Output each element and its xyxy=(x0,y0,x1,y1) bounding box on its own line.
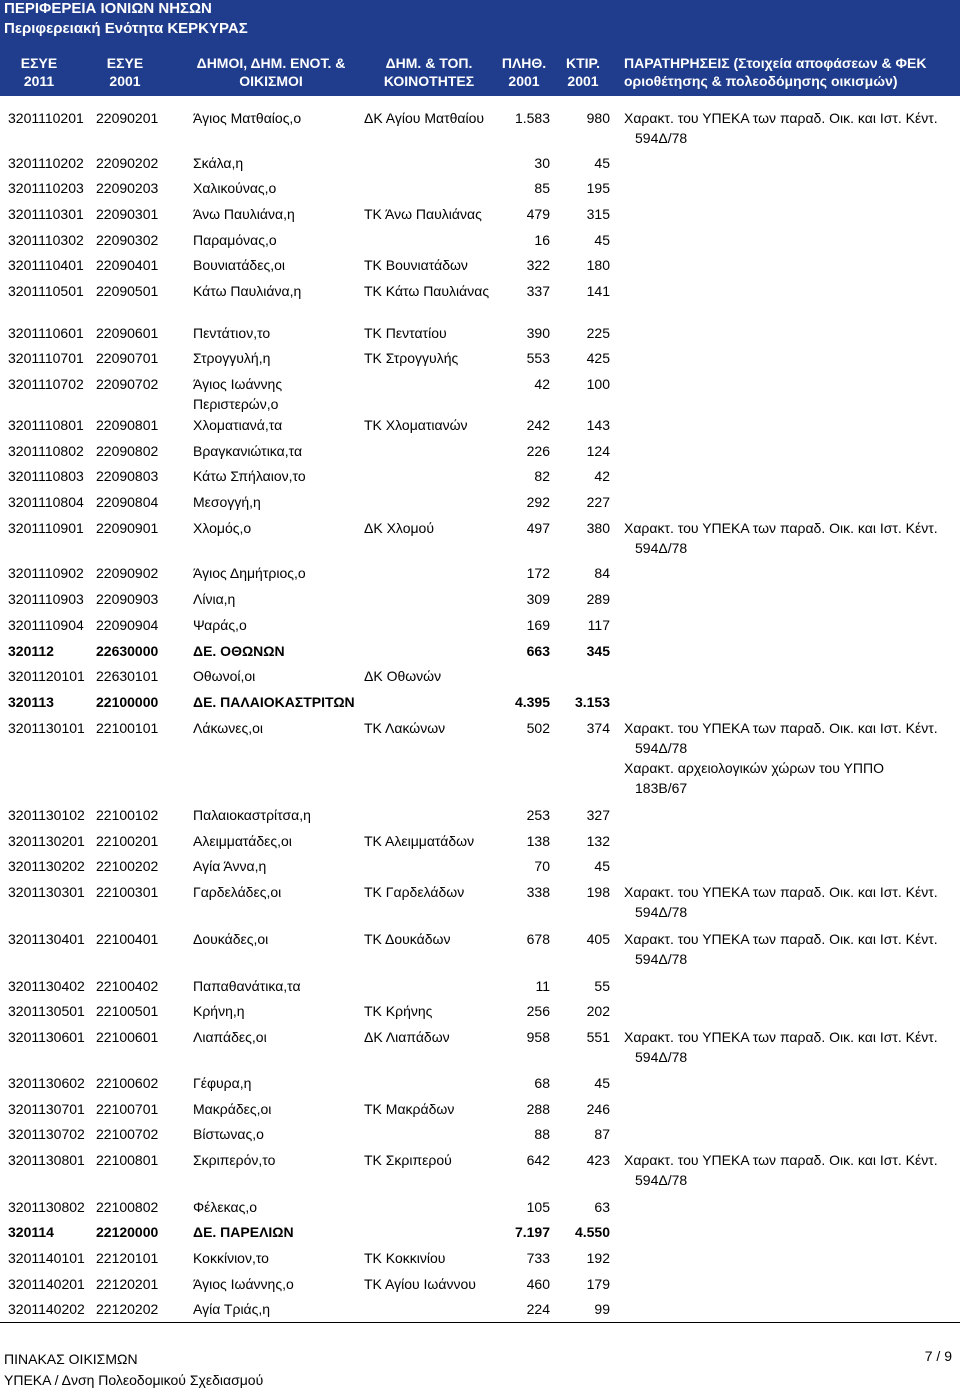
settlement-name: Μακράδες,οι xyxy=(193,1101,272,1117)
remark-fek-ref: 594Δ/78 xyxy=(635,740,688,756)
code-2001: 22090904 xyxy=(96,617,159,633)
population-value: 30 xyxy=(534,155,550,171)
remarks-cell xyxy=(624,518,954,558)
code-2011: 3201140101 xyxy=(8,1250,85,1266)
code-2001: 22090701 xyxy=(96,350,159,366)
code-2001: 22100202 xyxy=(96,858,159,874)
remarks-cell xyxy=(624,1027,954,1067)
buildings-value: 4.550 xyxy=(574,1224,610,1240)
code-2001: 22100101 xyxy=(96,720,159,736)
code-2001: 22120101 xyxy=(96,1250,159,1266)
settlement-name: Σκάλα,η xyxy=(193,155,244,171)
community-name: ΤΚ Χλοματιανών xyxy=(364,417,468,433)
code-2001: 22090804 xyxy=(96,494,159,510)
col-header-code-2001-l2: 2001 xyxy=(109,73,141,89)
col-header-code-2011-l2: 2011 xyxy=(23,73,55,89)
community-name: ΔΚ Οθωνών xyxy=(364,668,442,684)
code-2001: 22630101 xyxy=(96,668,159,684)
community-name: ΔΚ Αγίου Ματθαίου xyxy=(364,110,485,126)
buildings-value: 180 xyxy=(586,257,610,273)
remark-text: Χαρακτ. του ΥΠΕΚΑ των παραδ. Οικ. και Ιστ. Κέντ. xyxy=(624,110,938,126)
population-value: 68 xyxy=(534,1075,550,1091)
code-2001: 22090802 xyxy=(96,443,159,459)
code-2011: 3201110902 xyxy=(8,565,84,581)
code-2011: 3201130801 xyxy=(8,1152,85,1168)
code-2011: 3201110201 xyxy=(8,110,84,126)
settlement-name: Χλοματιανά,τα xyxy=(193,417,283,433)
col-header-code-2001-l1: ΕΣΥΕ xyxy=(106,55,144,71)
col-header-settlements-l1: ΔΗΜΟΙ, ΔΗΜ. ΕΝΟΤ. & xyxy=(196,55,346,71)
col-header-remarks-l2: οριοθέτησης & πολεοδόμησης οικισμών) xyxy=(624,73,898,89)
code-2001: 22100201 xyxy=(96,833,159,849)
remark-text: Χαρακτ. του ΥΠΕΚΑ των παραδ. Οικ. και Ιστ. Κέντ. xyxy=(624,884,938,900)
settlement-name: Χλομός,ο xyxy=(193,520,252,536)
code-2011: 3201130702 xyxy=(8,1126,85,1142)
population-value: 16 xyxy=(534,232,550,248)
remark-text: Χαρακτ. του ΥΠΕΚΑ των παραδ. Οικ. και Ιστ. Κέντ. xyxy=(624,720,938,736)
population-value: 7.197 xyxy=(514,1224,550,1240)
remarks-cell xyxy=(624,1150,954,1190)
community-name: ΤΚ Μακράδων xyxy=(364,1101,455,1117)
code-2001: 22090803 xyxy=(96,468,159,484)
code-2011: 3201110301 xyxy=(8,206,84,222)
community-name: ΤΚ Κάτω Παυλιάνας xyxy=(364,283,490,299)
remark-fek-ref: 594Δ/78 xyxy=(635,130,688,146)
settlement-name: Μεσογγή,η xyxy=(193,494,261,510)
settlement-name: Άνω Παυλιάνα,η xyxy=(193,206,295,222)
region-title: ΠΕΡΙΦΕΡΕΙΑ ΙΟΝΙΩΝ ΝΗΣΩΝ xyxy=(4,0,212,17)
buildings-value: 980 xyxy=(586,110,610,126)
remark-fek-ref: 594Δ/78 xyxy=(635,951,688,967)
remark-text: Χαρακτ. του ΥΠΕΚΑ των παραδ. Οικ. και Ιστ. Κέντ. xyxy=(624,1152,938,1168)
population-value: 242 xyxy=(526,417,550,433)
buildings-value: 132 xyxy=(586,833,610,849)
code-2011: 3201130501 xyxy=(8,1003,85,1019)
code-2011: 3201110401 xyxy=(8,257,84,273)
remark-text: Χαρακτ. του ΥΠΕΚΑ των παραδ. Οικ. και Ιστ. Κέντ. xyxy=(624,520,938,536)
population-value: 553 xyxy=(526,350,550,366)
population-value: 105 xyxy=(526,1199,550,1215)
population-value: 82 xyxy=(534,468,550,484)
buildings-value: 179 xyxy=(586,1276,610,1292)
code-2001: 22090801 xyxy=(96,417,159,433)
code-2001: 22100000 xyxy=(96,694,159,710)
remarks-cell xyxy=(624,718,954,798)
code-2001: 22090301 xyxy=(96,206,159,222)
population-value: 253 xyxy=(526,807,550,823)
code-2001: 22090201 xyxy=(96,110,159,126)
col-header-buildings-l2: 2001 xyxy=(567,73,599,89)
code-2001: 22090902 xyxy=(96,565,159,581)
settlement-name: Κρήνη,η xyxy=(193,1003,245,1019)
code-2011: 3201110803 xyxy=(8,468,84,484)
population-value: 138 xyxy=(526,833,550,849)
buildings-value: 198 xyxy=(586,884,610,900)
code-2011: 3201130802 xyxy=(8,1199,85,1215)
code-2001: 22090601 xyxy=(96,325,159,341)
buildings-value: 87 xyxy=(594,1126,610,1142)
settlement-name: Λάκωνες,οι xyxy=(193,720,263,736)
buildings-value: 124 xyxy=(586,443,610,459)
population-value: 338 xyxy=(526,884,550,900)
code-2011: 3201110801 xyxy=(8,417,84,433)
settlement-name: Φέλεκας,ο xyxy=(193,1199,257,1215)
population-value: 663 xyxy=(526,643,550,659)
code-2001: 22100801 xyxy=(96,1152,159,1168)
settlement-name: Παλαιοκαστρίτσα,η xyxy=(193,807,311,823)
population-value: 502 xyxy=(526,720,550,736)
buildings-value: 327 xyxy=(586,807,610,823)
community-name: ΤΚ Κρήνης xyxy=(364,1003,433,1019)
buildings-value: 100 xyxy=(586,376,610,392)
population-value: 226 xyxy=(526,443,550,459)
buildings-value: 380 xyxy=(586,520,610,536)
population-value: 256 xyxy=(526,1003,550,1019)
code-2011: 3201130601 xyxy=(8,1029,85,1045)
prefecture-subtitle: Περιφερειακή Ενότητα ΚΕΡΚΥΡΑΣ xyxy=(4,20,248,37)
population-value: 309 xyxy=(526,591,550,607)
buildings-value: 425 xyxy=(586,350,610,366)
settlement-name: Στρογγυλή,η xyxy=(193,350,271,366)
code-2011: 3201110702 xyxy=(8,376,84,392)
buildings-value: 202 xyxy=(586,1003,610,1019)
population-value: 224 xyxy=(526,1301,550,1317)
buildings-value: 42 xyxy=(594,468,610,484)
population-value: 337 xyxy=(526,283,550,299)
population-value: 11 xyxy=(535,978,550,994)
remark-fek-ref: 594Δ/78 xyxy=(635,1172,688,1188)
community-name: ΤΚ Λακώνων xyxy=(364,720,446,736)
community-name: ΤΚ Άνω Παυλιάνας xyxy=(364,206,482,222)
buildings-value: 374 xyxy=(586,720,610,736)
settlement-name: Βραγκανιώτικα,τα xyxy=(193,443,303,459)
code-2001: 22630000 xyxy=(96,643,159,659)
community-name: ΤΚ Δουκάδων xyxy=(364,931,451,947)
buildings-value: 117 xyxy=(587,617,610,633)
code-2011: 3201110901 xyxy=(8,520,84,536)
col-header-population-l2: 2001 xyxy=(508,73,540,89)
code-2011: 3201130401 xyxy=(8,931,85,947)
remark-fek-ref: 594Δ/78 xyxy=(635,904,688,920)
buildings-value: 45 xyxy=(594,1075,610,1091)
code-2011: 3201110701 xyxy=(8,350,84,366)
code-2011: 3201130402 xyxy=(8,978,85,994)
settlement-name: Λιαπάδες,οι xyxy=(193,1029,267,1045)
remark-text: Χαρακτ. αρχειολογικών χώρων του ΥΠΠΟ xyxy=(624,760,884,776)
buildings-value: 315 xyxy=(586,206,610,222)
code-2001: 22090903 xyxy=(96,591,159,607)
settlement-name: Γέφυρα,η xyxy=(193,1075,252,1091)
remark-fek-ref: 183Β/67 xyxy=(635,780,688,796)
col-header-buildings-l1: ΚΤΙΡ. xyxy=(566,55,600,71)
population-value: 642 xyxy=(526,1152,550,1168)
settlement-name: Αγία Άννα,η xyxy=(193,858,267,874)
col-header-code-2011-l1: ΕΣΥΕ xyxy=(20,55,58,71)
code-2011: 3201110203 xyxy=(8,180,84,196)
population-value: 733 xyxy=(526,1250,550,1266)
remark-fek-ref: 594Δ/78 xyxy=(635,540,688,556)
code-2001: 22090203 xyxy=(96,180,159,196)
code-2001: 22100501 xyxy=(96,1003,159,1019)
buildings-value: 141 xyxy=(586,283,610,299)
code-2011: 3201110804 xyxy=(8,494,84,510)
buildings-value: 345 xyxy=(586,643,610,659)
remarks-cell xyxy=(624,108,954,148)
community-name: ΤΚ Κοκκινίου xyxy=(364,1250,446,1266)
code-2001: 22100602 xyxy=(96,1075,159,1091)
buildings-value: 227 xyxy=(586,494,610,510)
col-header-settlements-l2: ΟΙΚΙΣΜΟΙ xyxy=(239,73,303,89)
settlement-name: ΔΕ. ΠΑΛΑΙΟΚΑΣΤΡΙΤΩΝ xyxy=(193,694,355,710)
code-2011: 320112 xyxy=(8,643,54,659)
code-2001: 22100702 xyxy=(96,1126,159,1142)
code-2001: 22090302 xyxy=(96,232,159,248)
col-header-communities-l2: ΚΟΙΝΟΤΗΤΕΣ xyxy=(383,73,475,89)
code-2011: 320114 xyxy=(8,1224,54,1240)
settlement-name: Αγία Τριάς,η xyxy=(193,1301,271,1317)
community-name: ΔΚ Λιαπάδων xyxy=(364,1029,450,1045)
settlement-name: Σκριπερόν,το xyxy=(193,1152,276,1168)
settlement-name: Άγιος Ιωάννης Περιστερών,ο xyxy=(193,376,283,412)
buildings-value: 423 xyxy=(586,1152,610,1168)
population-value: 1.583 xyxy=(514,110,550,126)
code-2001: 22120201 xyxy=(96,1276,159,1292)
settlement-name: Βίστωνας,ο xyxy=(193,1126,264,1142)
code-2001: 22100601 xyxy=(96,1029,159,1045)
code-2011: 3201130602 xyxy=(8,1075,85,1091)
settlement-name: Άγιος Ιωάννης,ο xyxy=(193,1276,294,1292)
code-2001: 22100102 xyxy=(96,807,159,823)
code-2001: 22090401 xyxy=(96,257,159,273)
settlement-name: Δουκάδες,οι xyxy=(193,931,269,947)
population-value: 678 xyxy=(526,931,550,947)
code-2001: 22100402 xyxy=(96,978,159,994)
buildings-value: 45 xyxy=(594,858,610,874)
code-2001: 22090702 xyxy=(96,376,159,392)
code-2001: 22100701 xyxy=(96,1101,159,1117)
settlement-name: Οθωνοί,οι xyxy=(193,668,256,684)
settlement-name: Άγιος Ματθαίος,ο xyxy=(193,110,302,126)
settlement-name: Βουνιατάδες,οι xyxy=(193,257,285,273)
population-value: 42 xyxy=(534,376,550,392)
population-value: 479 xyxy=(526,206,550,222)
buildings-value: 84 xyxy=(594,565,610,581)
population-value: 4.395 xyxy=(514,694,550,710)
code-2001: 22120000 xyxy=(96,1224,159,1240)
settlement-name: Παραμόνας,ο xyxy=(193,232,277,248)
settlement-name: Άγιος Δημήτριος,ο xyxy=(193,565,306,581)
community-name: ΤΚ Αλειμματάδων xyxy=(364,833,475,849)
buildings-value: 551 xyxy=(586,1029,610,1045)
settlement-name: Ψαράς,ο xyxy=(193,617,247,633)
population-value: 460 xyxy=(526,1276,550,1292)
community-name: ΤΚ Αγίου Ιωάννου xyxy=(364,1276,476,1292)
buildings-value: 405 xyxy=(586,931,610,947)
population-value: 497 xyxy=(526,520,550,536)
remarks-cell xyxy=(624,882,954,922)
community-name: ΤΚ Γαρδελάδων xyxy=(364,884,465,900)
code-2011: 320113 xyxy=(8,694,54,710)
code-2011: 3201130701 xyxy=(8,1101,85,1117)
remark-text: Χαρακτ. του ΥΠΕΚΑ των παραδ. Οικ. και Ιστ. Κέντ. xyxy=(624,931,938,947)
code-2011: 3201110302 xyxy=(8,232,84,248)
remark-fek-ref: 594Δ/78 xyxy=(635,1049,688,1065)
code-2001: 22090202 xyxy=(96,155,159,171)
population-value: 958 xyxy=(526,1029,550,1045)
code-2011: 3201140202 xyxy=(8,1301,85,1317)
settlement-name: Παπαθανάτικα,τα xyxy=(193,978,301,994)
code-2001: 22100802 xyxy=(96,1199,159,1215)
settlement-name: Γαρδελάδες,οι xyxy=(193,884,282,900)
settlement-name: Κοκκίνιον,το xyxy=(193,1250,269,1266)
remarks-cell xyxy=(624,929,954,969)
settlement-name: ΔΕ. ΠΑΡΕΛΙΩΝ xyxy=(193,1224,294,1240)
code-2011: 3201130201 xyxy=(8,833,85,849)
population-value: 172 xyxy=(526,565,550,581)
footer-ministry: ΥΠΕΚΑ / Δνση Πολεοδομικού Σχεδιασμού xyxy=(4,1372,264,1388)
code-2011: 3201130301 xyxy=(8,884,85,900)
buildings-value: 45 xyxy=(594,232,610,248)
code-2001: 22100301 xyxy=(96,884,159,900)
footer-table-name: ΠΙΝΑΚΑΣ ΟΙΚΙΣΜΩΝ xyxy=(4,1351,138,1367)
buildings-value: 246 xyxy=(586,1101,610,1117)
population-value: 169 xyxy=(526,617,550,633)
code-2001: 22090901 xyxy=(96,520,159,536)
settlement-name: ΔΕ. ΟΘΩΝΩΝ xyxy=(193,643,285,659)
buildings-value: 63 xyxy=(594,1199,610,1215)
buildings-value: 192 xyxy=(586,1250,610,1266)
code-2011: 3201130202 xyxy=(8,858,85,874)
community-name: ΤΚ Βουνιατάδων xyxy=(364,257,468,273)
code-2011: 3201120101 xyxy=(8,668,85,684)
settlement-name: Χαλικούνας,ο xyxy=(193,180,277,196)
settlement-name: Αλειμματάδες,οι xyxy=(193,833,292,849)
code-2011: 3201140201 xyxy=(8,1276,85,1292)
code-2001: 22090501 xyxy=(96,283,159,299)
population-value: 85 xyxy=(534,180,550,196)
community-name: ΤΚ Σκριπερού xyxy=(364,1152,452,1168)
buildings-value: 289 xyxy=(586,591,610,607)
code-2001: 22100401 xyxy=(96,931,159,947)
settlement-name: Πεντάτιον,το xyxy=(193,325,271,341)
buildings-value: 99 xyxy=(594,1301,610,1317)
buildings-value: 45 xyxy=(594,155,610,171)
code-2011: 3201130102 xyxy=(8,807,85,823)
settlement-name: Κάτω Σπήλαιον,το xyxy=(193,468,306,484)
code-2011: 3201130101 xyxy=(8,720,85,736)
buildings-value: 3.153 xyxy=(574,694,610,710)
buildings-value: 225 xyxy=(586,325,610,341)
population-value: 322 xyxy=(526,257,550,273)
settlement-name: Λίνια,η xyxy=(193,591,236,607)
code-2011: 3201110904 xyxy=(8,617,84,633)
code-2011: 3201110202 xyxy=(8,155,84,171)
col-header-population-l1: ΠΛΗΘ. xyxy=(501,55,547,71)
code-2011: 3201110903 xyxy=(8,591,84,607)
buildings-value: 55 xyxy=(594,978,610,994)
code-2011: 3201110601 xyxy=(8,325,84,341)
community-name: ΔΚ Χλομού xyxy=(364,520,434,536)
page-number: 7 / 9 xyxy=(924,1348,952,1364)
col-header-communities-l1: ΔΗΜ. & ΤΟΠ. xyxy=(385,55,473,71)
remark-text: Χαρακτ. του ΥΠΕΚΑ των παραδ. Οικ. και Ιστ. Κέντ. xyxy=(624,1029,938,1045)
population-value: 288 xyxy=(526,1101,550,1117)
code-2011: 3201110501 xyxy=(8,283,84,299)
community-name: ΤΚ Πεντατίου xyxy=(364,325,447,341)
population-value: 390 xyxy=(526,325,550,341)
code-2011: 3201110802 xyxy=(8,443,84,459)
buildings-value: 143 xyxy=(586,417,610,433)
buildings-value: 195 xyxy=(586,180,610,196)
settlement-name: Κάτω Παυλιάνα,η xyxy=(193,283,302,299)
code-2001: 22120202 xyxy=(96,1301,159,1317)
population-value: 292 xyxy=(526,494,550,510)
population-value: 88 xyxy=(534,1126,550,1142)
footer-divider xyxy=(0,1322,960,1323)
col-header-remarks-l1: ΠΑΡΑΤΗΡΗΣΕΙΣ (Στοιχεία αποφάσεων & ΦΕΚ xyxy=(624,55,927,71)
community-name: ΤΚ Στρογγυλής xyxy=(364,350,459,366)
population-value: 70 xyxy=(534,858,550,874)
